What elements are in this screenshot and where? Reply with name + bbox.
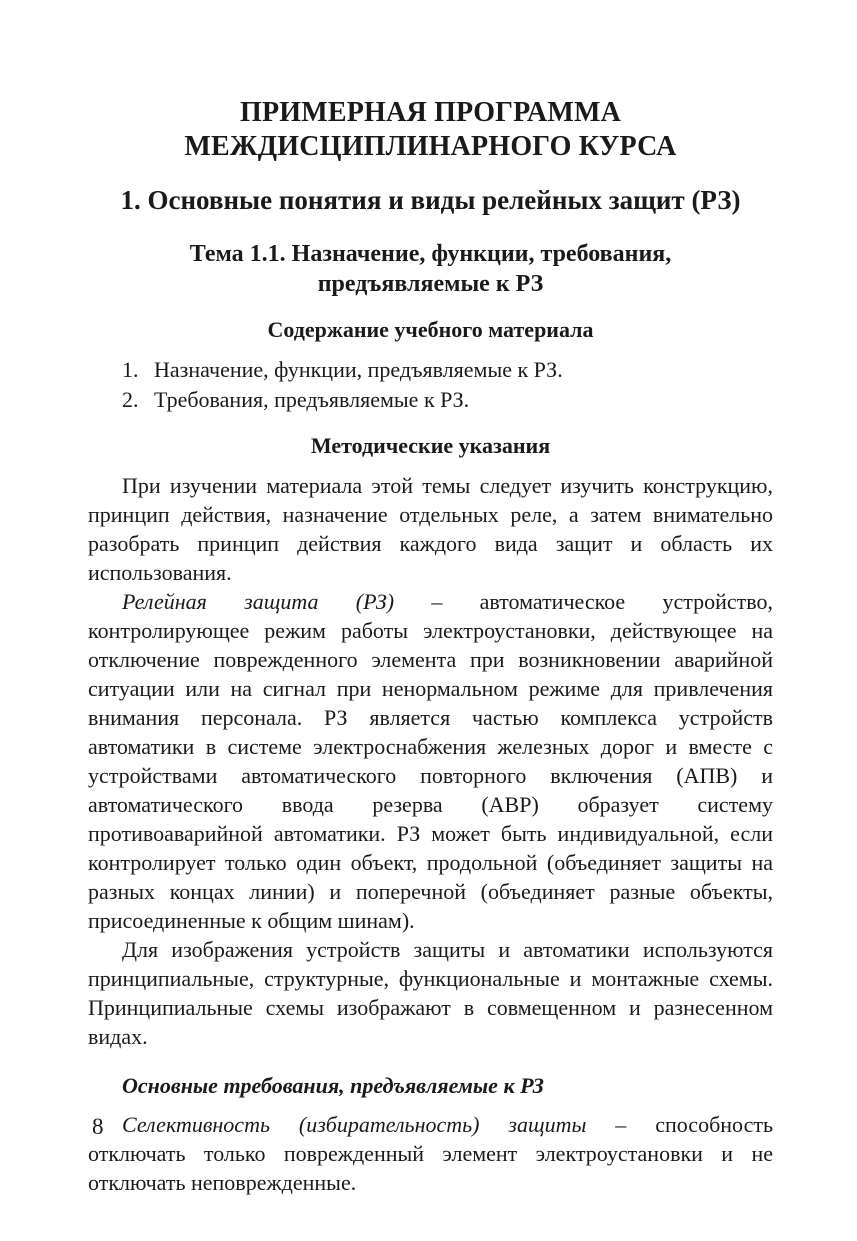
paragraph-relay-protection — [88, 587, 773, 935]
paragraph-schemes: Для изображения устройств защиты и автоматики используются принципиальные, структурные, функциональные и монтажные схемы. Принципиальные схемы изображают в совмещенном и разнесенном видах. — [88, 937, 773, 1050]
paragraph-selectivity-text: – способность отключать только поврежденный элемент электроустановки и не отключать неповрежденные. — [88, 1111, 773, 1195]
method-heading: Методические указания — [310, 433, 551, 459]
list-item-number: 2. — [122, 387, 139, 413]
topic-heading — [88, 239, 773, 299]
paragraph-relay-protection-text: – автоматическое устройство, контролирующее режим работы электроустановки, действующее на отключение поврежденного элемента при возникновении аварийной ситуации или на сигнал при ненормальном режиме для привлечения внимания персонала. РЗ является частью комплекса устройств автоматики в системе электроснабжения железных дорог и вместе с устройствами автоматического повторного включения (АПВ) и автоматического ввода резерва (АВР) образует систему противоаварийной автоматики. РЗ может быть индивидуальной, если контролирует только один объект, продольной (объединяет защиты на разных концах линии) и поперечной (объединяет разные объекты, присоединенные к общим шинам). — [88, 589, 773, 934]
topic-heading-line2: предъявляемые к РЗ — [317, 270, 544, 297]
term-relay-protection: Релейная защита (РЗ) — [122, 589, 395, 615]
page-content — [88, 96, 773, 1197]
paragraph-study: При изучении материала этой темы следует изучить конструкцию, принцип действия, назначение отдельных реле, а затем внимательно разобрать принцип действия каждого вида защит и область их использования. — [88, 473, 773, 586]
requirements-heading: Основные требования, предъявляемые к РЗ — [122, 1073, 544, 1099]
page-title-line2: МЕЖДИСЦИПЛИНАРНОГО КУРСА — [184, 131, 677, 163]
paragraph-selectivity — [88, 1110, 773, 1197]
content-list — [88, 355, 773, 415]
page-number: 8 — [92, 1114, 104, 1139]
term-selectivity: Селективность (избирательность) защиты — [122, 1111, 587, 1137]
list-item — [88, 355, 773, 385]
page-title-line1: ПРИМЕРНАЯ ПРОГРАММА — [239, 97, 622, 128]
content-heading: Содержание учебного материала — [267, 316, 594, 342]
list-item-number: 1. — [122, 357, 139, 383]
list-item — [88, 385, 773, 415]
section-heading: 1. Основные понятия и виды релейных защит (РЗ) — [120, 185, 741, 216]
topic-heading-line1: Тема 1.1. Назначение, функции, требования, — [189, 240, 672, 267]
page-title — [88, 96, 773, 164]
list-item-text: Требования, предъявляемые к РЗ. — [154, 387, 470, 413]
list-item-text: Назначение, функции, предъявляемые к РЗ. — [154, 357, 563, 383]
